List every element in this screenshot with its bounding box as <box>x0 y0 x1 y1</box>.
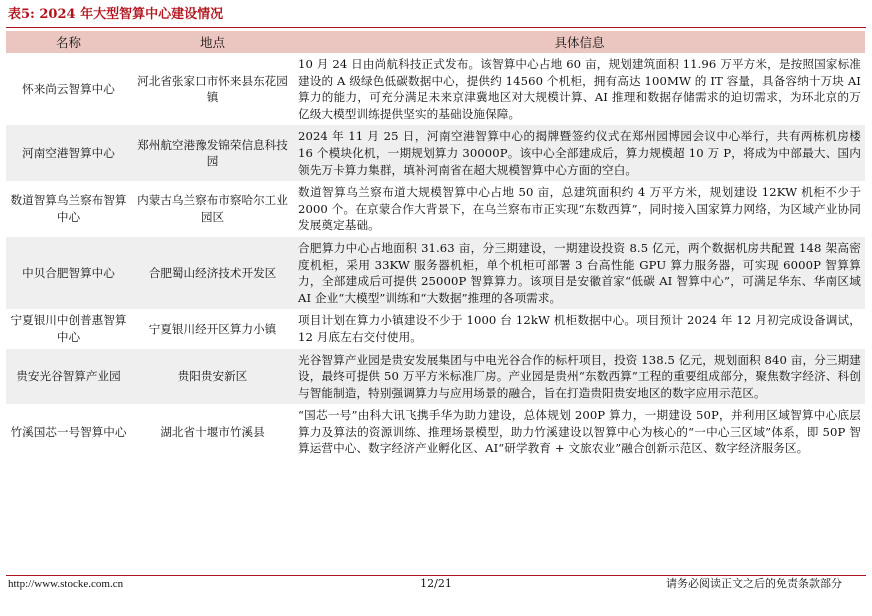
header-name: 名称 <box>6 31 131 53</box>
table-row <box>6 181 865 237</box>
row-name: 宁夏银川中创普惠智算中心 <box>10 313 127 344</box>
row-name: 数道智算乌兰察布智算中心 <box>10 193 127 225</box>
row-info: 合肥算力中心占地面积 31.63 亩，分三期建设，一期建设投资 8.5 亿元，两个数据机房共配置 148 架高密度机柜，采用 33KW 服务器机柜，单个机柜可部署 3 台高性能 GPU 算力服务器，可实现 6000P 智算算力，全部建成后可提供 25000P 智算算力。该项目是安徽首家“低碳 AI 智算中心”，可满足华东、华南区域 AI 企业“大模型”训练和“大数据”推理的各项需求。 <box>294 237 865 309</box>
row-info: 10 月 24 日由尚航科技正式发布。该智算中心占地 60 亩，规划建筑面积 11.96 万平方米，是按照国家标准建设的 A 级绿色低碳数据中心，提供约 14560 个机柜，拥有高达 100MW 的 IT 容量，具备容纳十万块 AI 算力的能力，可充分满足未来京津冀地区对大规模计算、AI 推理和数据存储需求的迫切需求，为环北京的万亿级大模型训练提供坚实的基础设施保障。 <box>298 57 861 121</box>
row-location: 湖北省十堰市竹溪县 <box>160 424 265 439</box>
row-name: 竹溪国芯一号智算中心 <box>10 424 127 439</box>
header-location: 地点 <box>131 31 294 53</box>
row-info: 数道智算乌兰察布道大规模智算中心占地 50 亩，总建筑面积约 4 万平方米，规划建设 12KW 机柜不少于 2000 个。在京蒙合作大背景下，在乌兰察布市正实现“东数西算”，同时接入国家算力网络，为区域产业协同发展奠定基础。 <box>298 185 861 233</box>
row-location: 贵阳贵安新区 <box>131 349 294 405</box>
row-name: 河南空港智算中心 <box>6 125 131 181</box>
row-name: 怀来尚云智算中心 <box>22 81 115 96</box>
row-name: 中贝合肥智算中心 <box>6 237 131 309</box>
table-row <box>6 404 865 460</box>
footer-divider <box>6 575 866 576</box>
row-info: 项目计划在算力小镇建设不少于 1000 台 12kW 机柜数据中心。项目预计 2024 年 12 月初完成设备调试，12 月底左右交付使用。 <box>298 313 861 344</box>
table-row <box>6 309 865 348</box>
table-row <box>6 53 865 125</box>
table-row <box>6 237 865 309</box>
datacenter-table <box>6 31 865 460</box>
row-location: 内蒙古乌兰察布市察哈尔工业园区 <box>137 193 288 225</box>
row-name: 贵安光谷智算产业园 <box>6 349 131 405</box>
caption-divider <box>6 27 866 28</box>
table-caption: 表5: 2024 年大型智算中心建设情况 <box>8 7 224 22</box>
row-location: 合肥蜀山经济技术开发区 <box>131 237 294 309</box>
footer-website: http://www.stocke.com.cn <box>8 578 124 590</box>
row-location: 宁夏银川经开区算力小镇 <box>148 321 277 336</box>
table-header-row <box>6 31 865 53</box>
row-info: 光谷智算产业园是贵安发展集团与中电光谷合作的标杆项目，投资 138.5 亿元，规划面积 840 亩，分三期建设，最终可提供 50 万平方米标准厂房。产业园是贵州“东数西算”工程的重要组成部分，聚焦数字经济、科创与智能制造，特别强调算力与应用场景的融合，旨在打造贵阳贵安地区的数字应用示范区。 <box>294 349 865 405</box>
row-location: 河北省张家口市怀来县东花园镇 <box>137 73 288 105</box>
footer-disclaimer: 请务必阅读正文之后的免责条款部分 <box>666 577 842 590</box>
header-info: 具体信息 <box>294 31 865 53</box>
row-info: “国芯一号”由科大讯飞携手华为助力建设，总体规划 200P 算力，一期建设 50P，并利用区域智算中心底层算力及算法的资源训练、推理场景模型，助力竹溪建设以智算中心为核心的“一中心三区域”体系，即 50P 智算运营中心、数字经济产业孵化区、AI“研学教育 + 文旅农业”融合创新示范区、数字经济服务区。 <box>298 408 861 456</box>
table-row <box>6 125 865 181</box>
table-row <box>6 349 865 405</box>
footer-page-number: 12/21 <box>420 577 452 590</box>
row-info: 2024 年 11 月 25 日，河南空港智算中心的揭牌暨签约仪式在郑州园博园会议中心举行，共有两栋机房楼 16 个模块化机，一期规划算力 30000P。该中心全部建成后，算力规模超 10 万 P，将成为中部最大、国内领先万卡算力集群，填补河南省在超大规模智算中心方面的空白。 <box>294 125 865 181</box>
row-location: 郑州航空港豫发锦荣信息科技园 <box>131 125 294 181</box>
